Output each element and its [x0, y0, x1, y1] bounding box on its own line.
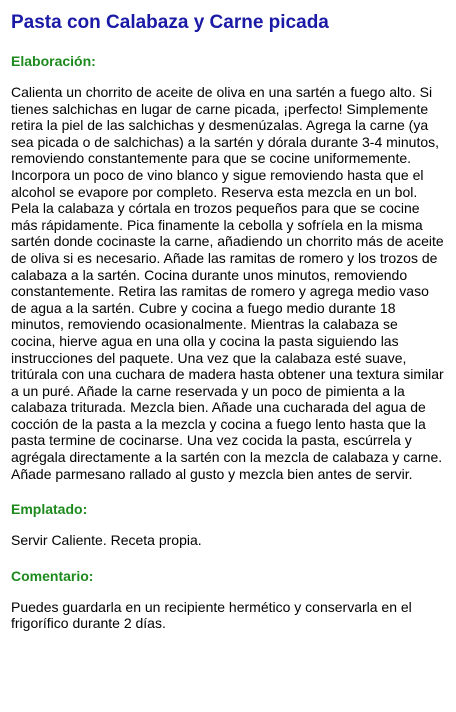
section-text-comentario: Puedes guardarla en un recipiente hermético y conservarla en el frigorífico durante 2 días.	[11, 598, 412, 632]
section-heading-comentario: Comentario:	[11, 567, 94, 584]
section-text-elaboracion: Calienta un chorrito de aceite de oliva en una sartén a fuego alto. Si tienes salchichas en lugar de carne picada, ¡perfecto! Simplemente retira la piel de las salchichas y desmenúzalas. Agrega la carne (ya sea picada o de salchichas) a la sartén y dórala durante 3-4 minutos, removiendo constantemente para que se cocine uniformemente. Incorpora un poco de vino blanco y sigue removiendo hasta que el alcohol se evapore por completo. Reserva esta mezcla en un bol. Pela la calabaza y córtala en trozos pequeños para que se cocine más rápidamente. Pica finamente la cebolla y sofríela en la misma sartén donde cocinaste la carne, añadiendo un chorrito más de aceite de oliva si es necesario. Añade las ramitas de romero y los trozos de calabaza a la sartén. Cocina durante unos minutos, removiendo constantemente. Retira las ramitas de romero y agrega medio vaso de agua a la sartén. Cubre y cocina a fuego medio durante 18 minutos, removiendo ocasionalmente. Mientras la calabaza se cocina, hierve agua en una olla y cocina la pasta siguiendo las instrucciones del paquete. Una vez que la calabaza esté suave, tritúrala con una cuchara de madera hasta obtener una textura similar a un puré. Añade la carne reservada y un poco de pimienta a la calabaza triturada. Mezcla bien. Añade una cucharada del agua de cocción de la pasta a la mezcla y cocina a fuego lento hasta que la pasta termine de cocinarse. Una vez cocida la pasta, escúrrela y agrégala directamente a la sartén con la mezcla de calabaza y carne. Añade parmesano rallado al gusto y mezcla bien antes de servir.	[11, 84, 444, 482]
section-heading-elaboracion: Elaboración:	[11, 53, 96, 69]
section-heading-emplatado: Emplatado:	[11, 501, 88, 518]
page-title: Pasta con Calabaza y Carne picada	[11, 12, 329, 33]
section-text-emplatado: Servir Caliente. Receta propia.	[11, 532, 202, 549]
